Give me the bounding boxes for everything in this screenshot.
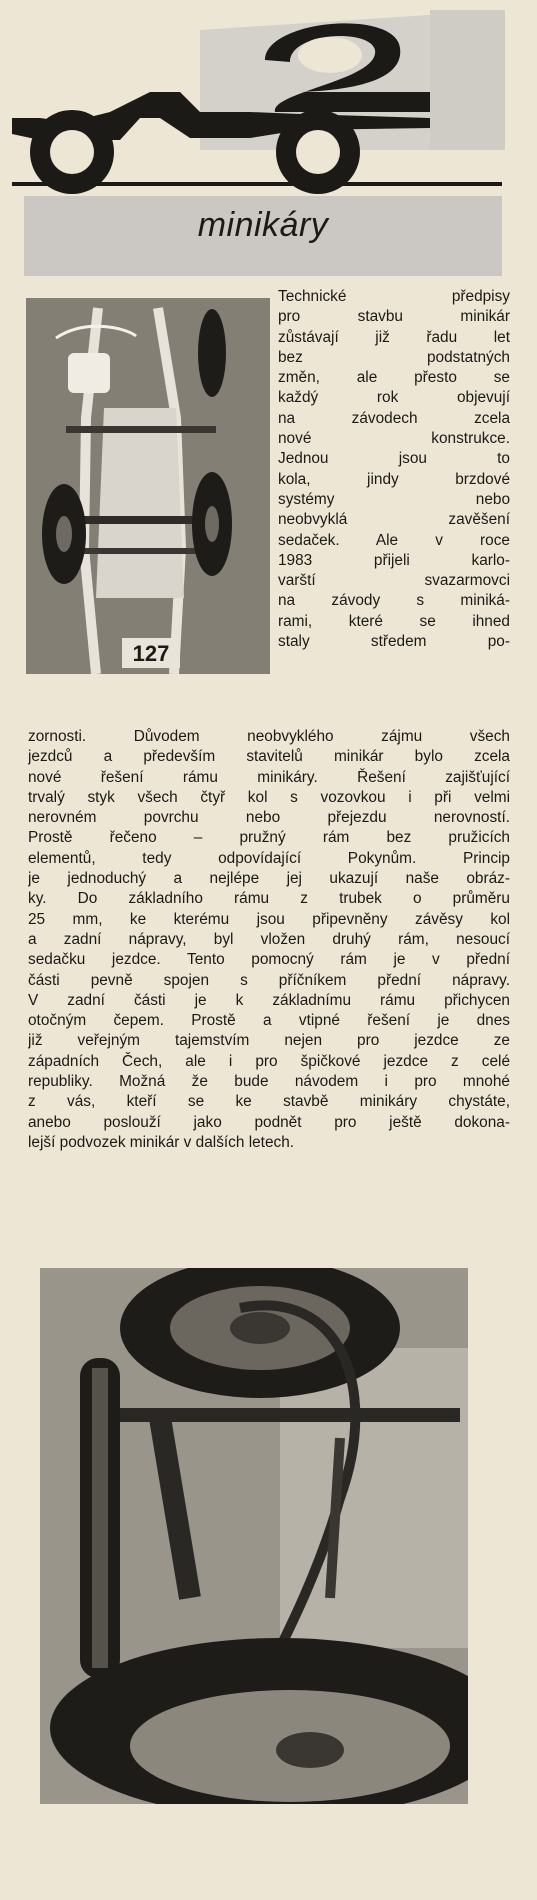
article-body <box>28 727 510 1153</box>
chassis-photo-top <box>26 298 270 674</box>
text-line: části pevně spojen s příčníkem přední nápravy. <box>28 971 510 989</box>
text-line: jezdců a především stavitelů minikár bylo zcela <box>28 748 510 766</box>
text-line: anebo poslouží jako podnět pro ještě dokona- <box>28 1113 510 1131</box>
text-line: republiky. Možná že bude návodem i pro mnohé <box>28 1073 510 1091</box>
section-title: minikáry <box>197 206 329 244</box>
text-line: nerovném povrchu nebo přejezdu nerovností. <box>28 809 510 827</box>
text-line: varští svazarmovci <box>278 572 510 590</box>
text-line: nové řešení rámu minikáry. Řešení zajišťující <box>28 768 510 786</box>
text-line: každý rok objevují <box>278 389 510 407</box>
text-line: západních Čech, ale i pro špičkové jezdce z celé <box>28 1052 510 1070</box>
text-line: sedaček. Ale v roce <box>278 531 510 549</box>
text-line: z vás, kteří se ke stavbě minikáry chystáte, <box>28 1093 510 1111</box>
text-line: je jednoduchý a nejlépe jej ukazují naše obráz- <box>28 870 510 888</box>
text-line: a zadní nápravy, byl vložen druhý rám, nesoucí <box>28 930 510 948</box>
text-line: lejší podvozek minikár v dalších letech. <box>28 1133 295 1151</box>
race-number: 127 <box>132 641 170 666</box>
text-line: V zadní části je k základnímu rámu přichycen <box>28 991 510 1009</box>
text-line: Technické předpisy <box>278 288 510 305</box>
text-line: systémy nebo <box>278 490 510 508</box>
article-intro-column <box>278 287 510 652</box>
text-line: staly středem po- <box>278 633 510 651</box>
text-line: trvalý styk všech čtyř kol s vozovkou i při velmi <box>28 788 510 806</box>
text-line: rami, které se ihned <box>278 612 510 630</box>
text-line: 1983 přijeli karlo- <box>278 551 510 569</box>
text-line: Prostě řečeno – pružný rám bez pružicích <box>28 829 510 847</box>
text-line: nové konstrukce. <box>278 430 510 448</box>
chassis-photo-drawing <box>26 298 270 674</box>
text-line: na závody s miniká- <box>278 592 510 610</box>
text-line: Jednou jsou to <box>278 450 510 468</box>
text-line: zůstávají již řadu let <box>278 328 510 346</box>
text-line: kola, jindy brzdové <box>278 470 510 488</box>
text-line: změn, ale přesto se <box>278 369 510 387</box>
text-line: zornosti. Důvodem neobvyklého zájmu všech <box>28 728 510 745</box>
wheel-detail-drawing <box>40 1268 468 1804</box>
text-line: již veřejným tajemstvím nejen pro jezdce ze <box>28 1032 510 1050</box>
text-line: 25 mm, ke kterému jsou připevněny závěsy kol <box>28 910 510 928</box>
text-line: sedačku jezdce. Tento pomocný rám je v přední <box>28 951 510 969</box>
text-line: na závodech zcela <box>278 409 510 427</box>
text-line: neobvyklá zavěšení <box>278 511 510 529</box>
text-line: elementů, tedy odpovídající Pokynům. Princip <box>28 849 510 867</box>
text-line: bez podstatných <box>278 348 510 366</box>
text-line: pro stavbu minikár <box>278 308 510 326</box>
text-line: ky. Do základního rámu z trubek o průměru <box>28 890 510 908</box>
chassis-photo-bottom <box>40 1268 468 1804</box>
text-line: otočným čepem. Prostě a vtipné řešení je dnes <box>28 1012 510 1030</box>
